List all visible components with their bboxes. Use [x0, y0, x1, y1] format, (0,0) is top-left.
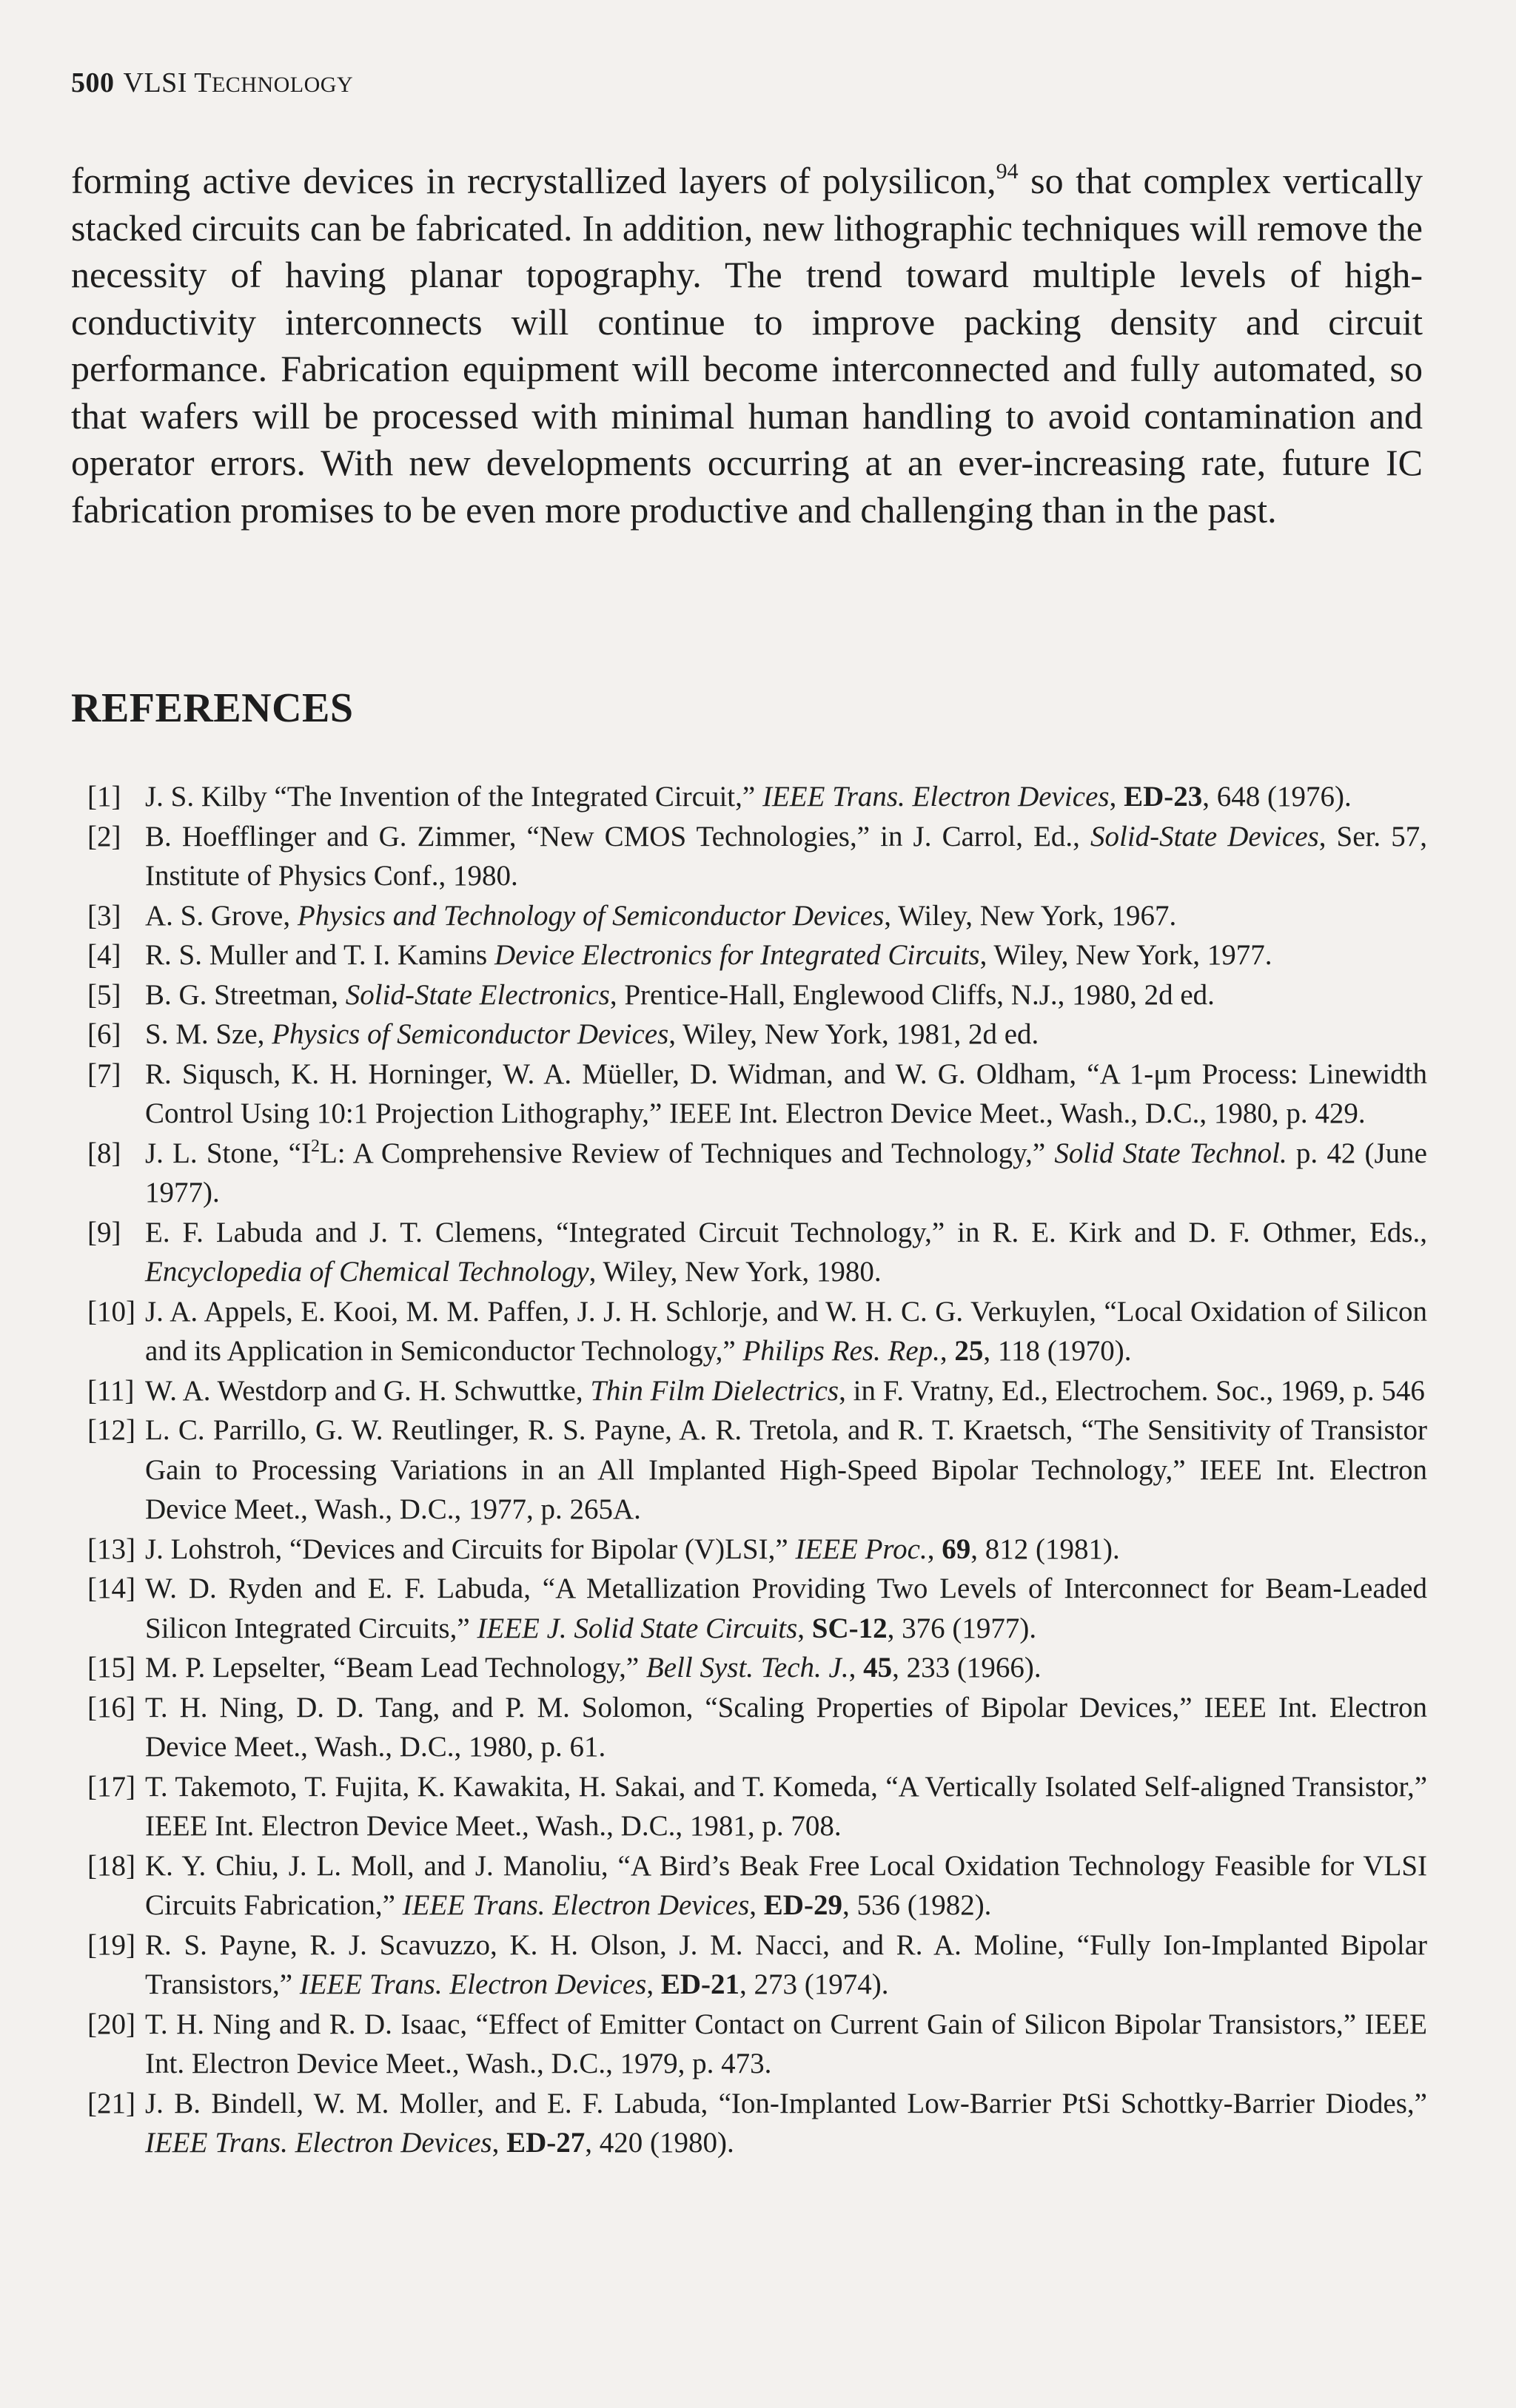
- reference-number: [10]: [87, 1295, 135, 1328]
- reference-number: [18]: [87, 1849, 135, 1882]
- reference-number: [1]: [87, 781, 121, 813]
- body-paragraph: forming active devices in recrystallized layers of polysilicon,$^{94}$ so that complex vertically stacked circuits can be fabricated. In addition, new lithographic techniques will remove the necessity of having planar topography. The trend toward multiple levels of high-conductivity interconnects will continue to improve packing density and circuit performance. Fabrication equipment will become interconnected and fully automated, so that wafers will be processed with minimal human handling to avoid contamination and operator errors. With new developments occurring at an ever-increasing rate, future IC fabrication promises to be even more productive and challenging than in the past.: [71, 159, 1423, 531]
- reference-item: [71, 1410, 1427, 1530]
- reference-number: [3]: [87, 899, 121, 932]
- reference-number: [15]: [87, 1652, 135, 1684]
- reference-text: T. H. Ning and R. D. Isaac, “Effect of Emitter Contact on Current Gain of Silicon Bipolar Transistors,” IEEE Int. Electron Device Meet., Wash., D.C., 1979, p. 473.: [145, 2008, 1427, 2079]
- running-title: VLSI TECHNOLOGY: [123, 67, 354, 98]
- reference-number: [2]: [87, 820, 121, 852]
- reference-item: [71, 1292, 1427, 1371]
- reference-number: [17]: [87, 1770, 135, 1803]
- reference-number: [6]: [87, 1018, 121, 1050]
- reference-text: R. S. Muller and T. I. Kamins Device Electronics for Integrated Circuits, Wiley, New York, 1977.: [145, 939, 1272, 971]
- reference-number: [11]: [87, 1374, 135, 1407]
- reference-text: T. H. Ning, D. D. Tang, and P. M. Solomon, “Scaling Properties of Bipolar Devices,” IEEE Int. Electron Device Meet., Wash., D.C., 1980, p. 61.: [145, 1691, 1427, 1763]
- reference-text: S. M. Sze, Physics of Semiconductor Devices, Wiley, New York, 1981, 2d ed.: [145, 1018, 1039, 1050]
- reference-item: [71, 896, 1427, 936]
- page-number: 500: [71, 67, 115, 98]
- reference-number: [16]: [87, 1691, 135, 1723]
- reference-text: W. A. Westdorp and G. H. Schwuttke, Thin Film Dielectrics, in F. Vratny, Ed., Electrochem. Soc., 1969, p. 546: [145, 1374, 1425, 1407]
- reference-item: [71, 1055, 1427, 1134]
- reference-item: [71, 817, 1427, 896]
- reference-item: [71, 1926, 1427, 2005]
- reference-text: J. Lohstroh, “Devices and Circuits for Bipolar (V)LSI,” IEEE Proc., 69, 812 (1981).: [145, 1533, 1120, 1565]
- running-head: [71, 67, 353, 99]
- footnote-ref: 94: [996, 159, 1019, 184]
- reference-item: [71, 1767, 1427, 1846]
- reference-item: [71, 1846, 1427, 1926]
- reference-item: [71, 1569, 1427, 1648]
- reference-text: E. F. Labuda and J. T. Clemens, “Integrated Circuit Technology,” in R. E. Kirk and D. F. Othmer, Eds., Encyclopedia of Chemical Technology, Wiley, New York, 1980.: [145, 1216, 1427, 1288]
- reference-text: W. D. Ryden and E. F. Labuda, “A Metallization Providing Two Levels of Interconnect for Beam-Leaded Silicon Integrated Circuits,” IEEE J. Solid State Circuits, SC-12, 376 (1977).: [145, 1573, 1427, 1644]
- reference-text: R. S. Payne, R. J. Scavuzzo, K. H. Olson, J. M. Nacci, and R. A. Moline, “Fully Ion-Implanted Bipolar Transistors,” IEEE Trans. Electron Devices, ED-21, 273 (1974).: [145, 1928, 1427, 2000]
- reference-text: T. Takemoto, T. Fujita, K. Kawakita, H. Sakai, and T. Komeda, “A Vertically Isolated Self-aligned Transistor,” IEEE Int. Electron Device Meet., Wash., D.C., 1981, p. 708.: [145, 1770, 1427, 1842]
- reference-text: R. Siqusch, K. H. Horninger, W. A. Müeller, D. Widman, and W. G. Oldham, “A 1-μm Process: Linewidth Control Using 10:1 Projection Lithography,” IEEE Int. Electron Device Meet., Wash., D.C., 1980, p. 429.: [145, 1057, 1427, 1129]
- reference-text: B. G. Streetman, Solid-State Electronics, Prentice-Hall, Englewood Cliffs, N.J., 1980, 2d ed.: [145, 978, 1215, 1011]
- reference-text: J. L. Stone, “$I^2L$: A Comprehensive Review of Techniques and Technology,” Solid State Technol. p. 42 (June 1977).: [145, 1136, 1427, 1208]
- reference-number: [9]: [87, 1216, 121, 1248]
- reference-text: A. S. Grove, Physics and Technology of Semiconductor Devices, Wiley, New York, 1967.: [145, 899, 1177, 932]
- reference-number: [7]: [87, 1057, 121, 1090]
- reference-text: J. A. Appels, E. Kooi, M. M. Paffen, J. J. H. Schlorje, and W. H. C. G. Verkuylen, “Local Oxidation of Silicon and its Application in Semiconductor Technology,” Philips Res. Rep., 25, 118 (1970).: [145, 1295, 1427, 1367]
- reference-item: [71, 1371, 1427, 1411]
- reference-text: K. Y. Chiu, J. L. Moll, and J. Manoliu, “A Bird’s Beak Free Local Oxidation Technology Feasible for VLSI Circuits Fabrication,” IEEE Trans. Electron Devices, ED-29, 536 (1982).: [145, 1849, 1427, 1921]
- reference-text: J. B. Bindell, W. M. Moller, and E. F. Labuda, “Ion-Implanted Low-Barrier PtSi Schottky-Barrier Diodes,” IEEE Trans. Electron Devices, ED-27, 420 (1980).: [145, 2087, 1427, 2159]
- reference-item: [71, 777, 1427, 817]
- references-heading: REFERENCES: [71, 685, 354, 731]
- reference-number: [4]: [87, 939, 121, 971]
- reference-item: [71, 1688, 1427, 1767]
- reference-item: [71, 1530, 1427, 1570]
- reference-number: [12]: [87, 1414, 135, 1446]
- reference-item: [71, 2084, 1427, 2163]
- reference-item: [71, 1015, 1427, 1055]
- reference-number: [21]: [87, 2087, 135, 2119]
- reference-text: M. P. Lepselter, “Beam Lead Technology,” Bell Syst. Tech. J., 45, 233 (1966).: [145, 1652, 1042, 1684]
- reference-item: [71, 1648, 1427, 1688]
- reference-item: [71, 1134, 1427, 1213]
- reference-item: [71, 2005, 1427, 2084]
- reference-text: J. S. Kilby “The Invention of the Integrated Circuit,” IEEE Trans. Electron Devices, ED-23, 648 (1976).: [145, 781, 1352, 813]
- reference-item: [71, 975, 1427, 1015]
- reference-number: [20]: [87, 2008, 135, 2040]
- reference-text: L. C. Parrillo, G. W. Reutlinger, R. S. Payne, A. R. Tretola, and R. T. Kraetsch, “The Sensitivity of Transistor Gain to Processing Variations in an All Implanted High-Speed Bipolar Technology,” IEEE Int. Electron Device Meet., Wash., D.C., 1977, p. 265A.: [145, 1414, 1427, 1525]
- reference-item: [71, 1213, 1427, 1292]
- reference-number: [8]: [87, 1137, 121, 1169]
- reference-item: [71, 935, 1427, 975]
- reference-number: [19]: [87, 1928, 135, 1961]
- reference-number: [13]: [87, 1533, 135, 1565]
- reference-list: [71, 777, 1427, 2163]
- reference-number: [14]: [87, 1573, 135, 1604]
- reference-number: [5]: [87, 978, 121, 1011]
- reference-text: B. Hoefflinger and G. Zimmer, “New CMOS Technologies,” in J. Carrol, Ed., Solid-State Devices, Ser. 57, Institute of Physics Conf., 1980.: [145, 820, 1427, 892]
